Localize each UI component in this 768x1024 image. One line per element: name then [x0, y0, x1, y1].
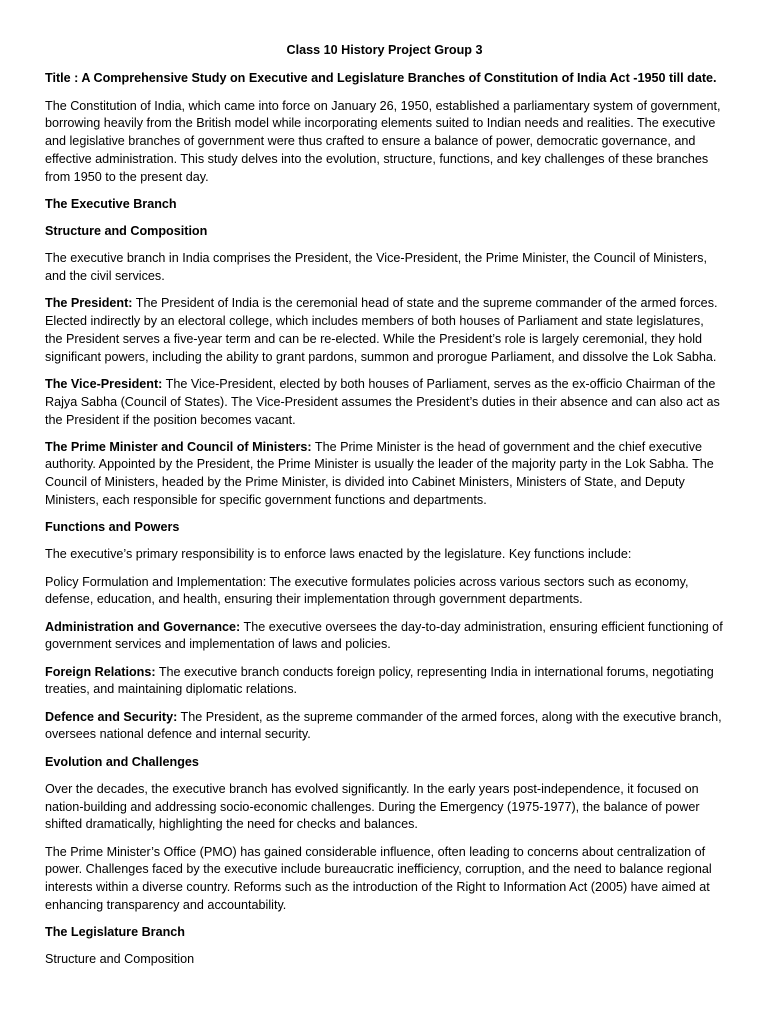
vice-president-label: The Vice-President: — [45, 376, 163, 391]
evolution-heading: Evolution and Challenges — [45, 754, 199, 769]
administration-label: Administration and Governance: — [45, 619, 241, 634]
executive-structure-heading: Structure and Composition — [45, 224, 208, 239]
defence-paragraph — [45, 709, 724, 745]
foreign-relations-text: The executive branch conducts foreign policy, representing India in international forums, negotiating treaties, and maintaining diplomatic relations. — [45, 664, 714, 697]
functions-intro-paragraph: The executive’s primary responsibility is to enforce laws enacted by the legislature. Key functions include: — [45, 547, 632, 562]
administration-text: The executive oversees the day-to-day administration, ensuring efficient functioning of government services and implementation of laws and policies. — [45, 619, 723, 652]
president-paragraph — [45, 295, 724, 366]
administration-paragraph — [45, 619, 724, 655]
foreign-relations-paragraph — [45, 664, 724, 700]
president-text: The President of India is the ceremonial head of state and the supreme commander of the armed forces. Elected indirectly by an electoral college, which includes members of both houses of Parliament and state legislatures, the President serves a five-year term and can be re-elected. While the President’s role is largely ceremonial, they hold significant powers, including the ability to grant pardons, summon and prorogue Parliament, and dissolve the Lok Sabha. — [45, 296, 718, 364]
defence-label: Defence and Security: — [45, 709, 178, 724]
executive-section-heading: The Executive Branch — [45, 196, 177, 211]
document-header: Class 10 History Project Group 3 — [286, 43, 483, 57]
evolution-paragraph-2: The Prime Minister’s Office (PMO) has gained considerable influence, often leading to concerns about centralization of power. Challenges faced by the executive include bureaucratic inefficiency, corruption, and the need to balance regional interests within a diverse country. Reforms such as the introduction of the Right to Information Act (2005) have aimed at enhancing transparency and accountability. — [45, 844, 712, 912]
president-label: The President: — [45, 296, 133, 311]
legislature-section-heading: The Legislature Branch — [45, 925, 185, 940]
foreign-relations-label: Foreign Relations: — [45, 664, 156, 679]
intro-paragraph: The Constitution of India, which came into force on January 26, 1950, established a parliamentary system of government, borrowing heavily from the British model while incorporating elements suited to Indian needs and realities. The executive and legislative branches of government were thus crafted to ensure a balance of power, democratic governance, and effective administration. This study delves into the evolution, structure, functions, and key challenges of these branches from 1950 to the present day. — [45, 98, 721, 184]
defence-text: The President, as the supreme commander of the armed forces, along with the executive branch, oversees national defence and internal security. — [45, 709, 722, 742]
prime-minister-paragraph — [45, 439, 724, 510]
legislature-structure-heading: Structure and Composition — [45, 952, 195, 967]
document-title: Title : A Comprehensive Study on Executive and Legislature Branches of Constitution of India Act -1950 till date. — [45, 70, 717, 85]
vice-president-paragraph — [45, 376, 724, 429]
functions-heading: Functions and Powers — [45, 520, 180, 535]
executive-structure-paragraph: The executive branch in India comprises the President, the Vice-President, the Prime Minister, the Council of Ministers, and the civil services. — [45, 251, 707, 284]
evolution-paragraph-1: Over the decades, the executive branch has evolved significantly. In the early years post-independence, it focused on nation-building and addressing socio-economic challenges. During the Emergency (1975-1977), the balance of power shifted dramatically, highlighting the need for checks and balances. — [45, 781, 700, 832]
vice-president-text: The Vice-President, elected by both houses of Parliament, serves as the ex-officio Chairman of the Rajya Sabha (Council of States). The Vice-President assumes the President’s duties in their absence and can also act as the President if the position becomes vacant. — [45, 376, 720, 427]
prime-minister-label: The Prime Minister and Council of Ministers: — [45, 439, 312, 454]
prime-minister-text: The Prime Minister is the head of government and the chief executive authority. Appointed by the President, the Prime Minister is usually the leader of the majority party in the Lok Sabha. The Council of Ministers, headed by the Prime Minister, is divided into Cabinet Ministers, Ministers of State, and Deputy Ministers, each responsible for specific government functions and departments. — [45, 439, 714, 508]
policy-paragraph: Policy Formulation and Implementation: The executive formulates policies across various sectors such as economy, defense, education, and health, ensuring their implementation through government departments. — [45, 574, 689, 607]
